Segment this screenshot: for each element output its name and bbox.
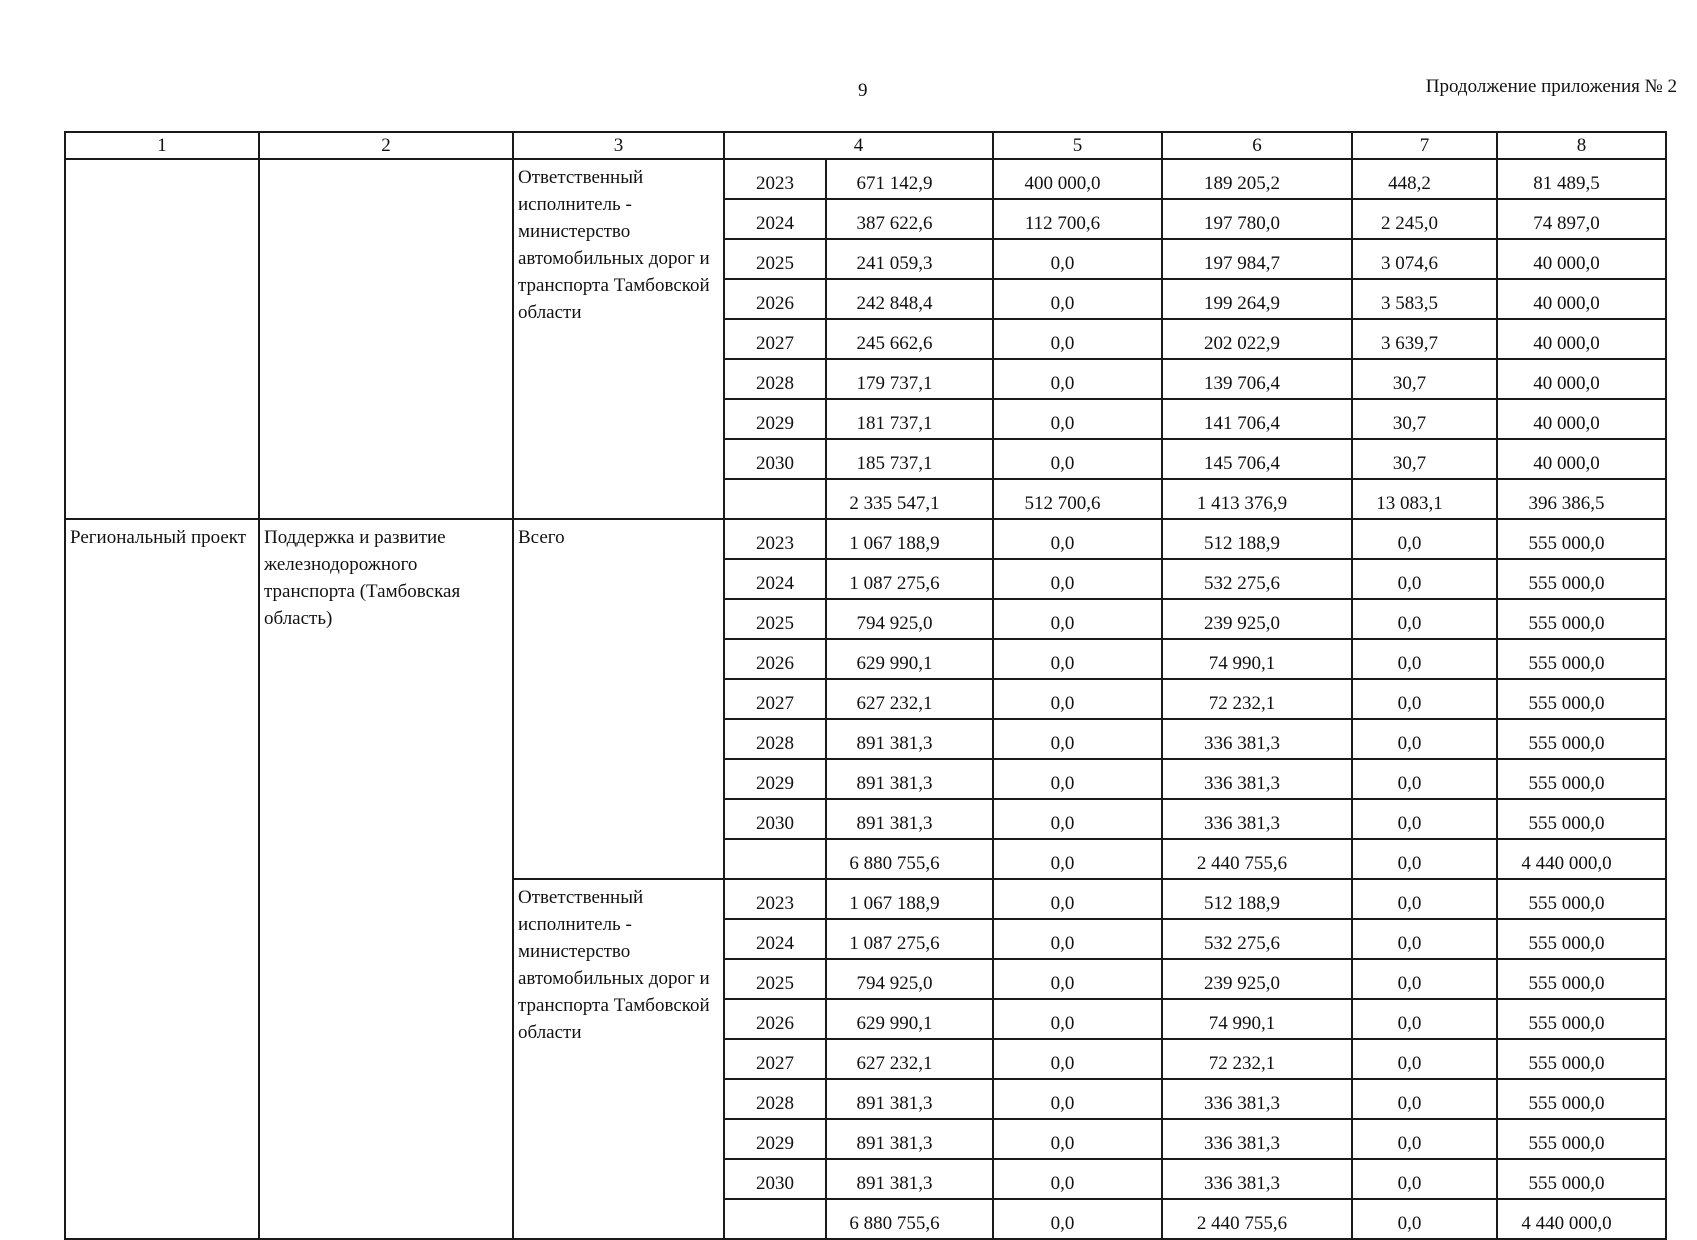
year-cell: 2028: [724, 359, 826, 399]
value-cell-col5: 0,0: [993, 559, 1162, 599]
total-cell: 671 142,9: [826, 159, 993, 199]
value-cell-col7: 0,0: [1352, 559, 1497, 599]
total-cell: 891 381,3: [826, 799, 993, 839]
value-cell-col7: 0,0: [1352, 599, 1497, 639]
value-cell-col8: 555 000,0: [1497, 639, 1666, 679]
column-header: 7: [1352, 132, 1497, 159]
project-name-cell: [259, 159, 513, 519]
value-cell-col8: 555 000,0: [1497, 799, 1666, 839]
value-cell-col8: 40 000,0: [1497, 239, 1666, 279]
section-type-cell: Региональный проект: [65, 519, 259, 1239]
value-cell-col5: 0,0: [993, 399, 1162, 439]
total-cell: 245 662,6: [826, 319, 993, 359]
total-cell: 185 737,1: [826, 439, 993, 479]
section-type-cell: [65, 159, 259, 519]
total-cell: 1 067 188,9: [826, 519, 993, 559]
total-cell: 6 880 755,6: [826, 839, 993, 879]
value-cell-col6: 202 022,9: [1162, 319, 1352, 359]
year-cell: 2029: [724, 759, 826, 799]
value-cell-col5: 0,0: [993, 239, 1162, 279]
value-cell-col7: 0,0: [1352, 1119, 1497, 1159]
column-header: 3: [513, 132, 724, 159]
value-cell-col6: 512 188,9: [1162, 879, 1352, 919]
total-cell: 179 737,1: [826, 359, 993, 399]
value-cell-col8: 555 000,0: [1497, 719, 1666, 759]
value-cell-col6: 145 706,4: [1162, 439, 1352, 479]
value-cell-col8: 555 000,0: [1497, 1119, 1666, 1159]
total-cell: 387 622,6: [826, 199, 993, 239]
year-cell: 2029: [724, 399, 826, 439]
value-cell-col8: 555 000,0: [1497, 1079, 1666, 1119]
value-cell-col5: 0,0: [993, 959, 1162, 999]
funding-source-cell: Ответственный исполнитель - министерство автомобильных дорог и транспорта Тамбовской области: [513, 159, 724, 519]
value-cell-col8: 40 000,0: [1497, 399, 1666, 439]
value-cell-col6: 239 925,0: [1162, 599, 1352, 639]
value-cell-col5: 400 000,0: [993, 159, 1162, 199]
value-cell-col8: 555 000,0: [1497, 759, 1666, 799]
total-cell: 891 381,3: [826, 1159, 993, 1199]
table-body: [65, 159, 1666, 1239]
value-cell-col6: 532 275,6: [1162, 559, 1352, 599]
column-header: 1: [65, 132, 259, 159]
value-cell-col6: 239 925,0: [1162, 959, 1352, 999]
total-cell: 794 925,0: [826, 959, 993, 999]
value-cell-col8: 555 000,0: [1497, 959, 1666, 999]
total-cell: 1 087 275,6: [826, 919, 993, 959]
value-cell-col8: 555 000,0: [1497, 1159, 1666, 1199]
value-cell-col7: 0,0: [1352, 759, 1497, 799]
year-cell: 2030: [724, 1159, 826, 1199]
year-cell: 2028: [724, 1079, 826, 1119]
value-cell-col6: 141 706,4: [1162, 399, 1352, 439]
value-cell-col5: 112 700,6: [993, 199, 1162, 239]
table-header-row: [65, 132, 1666, 159]
table-row: [65, 519, 1666, 559]
value-cell-col7: 0,0: [1352, 679, 1497, 719]
value-cell-col5: 0,0: [993, 279, 1162, 319]
funding-table: [64, 131, 1667, 1240]
year-cell: 2030: [724, 439, 826, 479]
value-cell-col5: 0,0: [993, 439, 1162, 479]
column-header: 8: [1497, 132, 1666, 159]
year-cell: 2026: [724, 279, 826, 319]
value-cell-col6: 72 232,1: [1162, 679, 1352, 719]
column-header: 6: [1162, 132, 1352, 159]
value-cell-col8: 40 000,0: [1497, 439, 1666, 479]
year-cell: 2025: [724, 959, 826, 999]
value-cell-col8: 555 000,0: [1497, 879, 1666, 919]
value-cell-col6: 74 990,1: [1162, 639, 1352, 679]
value-cell-col5: 0,0: [993, 839, 1162, 879]
value-cell-col5: 512 700,6: [993, 479, 1162, 519]
value-cell-col6: 336 381,3: [1162, 719, 1352, 759]
value-cell-col7: 0,0: [1352, 999, 1497, 1039]
value-cell-col8: 81 489,5: [1497, 159, 1666, 199]
value-cell-col7: 3 583,5: [1352, 279, 1497, 319]
value-cell-col8: 40 000,0: [1497, 279, 1666, 319]
year-cell: 2023: [724, 519, 826, 559]
year-cell: [724, 839, 826, 879]
value-cell-col7: 0,0: [1352, 519, 1497, 559]
value-cell-col5: 0,0: [993, 1079, 1162, 1119]
total-cell: 6 880 755,6: [826, 1199, 993, 1239]
total-cell: 629 990,1: [826, 639, 993, 679]
value-cell-col8: 40 000,0: [1497, 359, 1666, 399]
value-cell-col5: 0,0: [993, 359, 1162, 399]
value-cell-col7: 0,0: [1352, 799, 1497, 839]
value-cell-col5: 0,0: [993, 639, 1162, 679]
year-cell: 2024: [724, 199, 826, 239]
value-cell-col7: 13 083,1: [1352, 479, 1497, 519]
value-cell-col6: 2 440 755,6: [1162, 1199, 1352, 1239]
year-cell: 2028: [724, 719, 826, 759]
value-cell-col8: 555 000,0: [1497, 1039, 1666, 1079]
value-cell-col7: 0,0: [1352, 1079, 1497, 1119]
year-cell: 2025: [724, 599, 826, 639]
year-cell: 2027: [724, 319, 826, 359]
value-cell-col6: 336 381,3: [1162, 799, 1352, 839]
value-cell-col6: 336 381,3: [1162, 1159, 1352, 1199]
value-cell-col8: 555 000,0: [1497, 559, 1666, 599]
value-cell-col8: 4 440 000,0: [1497, 1199, 1666, 1239]
year-cell: [724, 479, 826, 519]
value-cell-col5: 0,0: [993, 1199, 1162, 1239]
page-number: 9: [858, 80, 868, 101]
column-header: 4: [724, 132, 993, 159]
value-cell-col7: 0,0: [1352, 959, 1497, 999]
value-cell-col5: 0,0: [993, 759, 1162, 799]
value-cell-col7: 30,7: [1352, 359, 1497, 399]
value-cell-col6: 197 780,0: [1162, 199, 1352, 239]
value-cell-col6: 72 232,1: [1162, 1039, 1352, 1079]
value-cell-col6: 2 440 755,6: [1162, 839, 1352, 879]
total-cell: 794 925,0: [826, 599, 993, 639]
year-cell: 2026: [724, 639, 826, 679]
value-cell-col6: 199 264,9: [1162, 279, 1352, 319]
value-cell-col7: 0,0: [1352, 1199, 1497, 1239]
year-cell: 2027: [724, 1039, 826, 1079]
year-cell: 2023: [724, 159, 826, 199]
total-cell: 242 848,4: [826, 279, 993, 319]
year-cell: [724, 1199, 826, 1239]
value-cell-col6: 336 381,3: [1162, 1119, 1352, 1159]
value-cell-col7: 0,0: [1352, 879, 1497, 919]
value-cell-col8: 74 897,0: [1497, 199, 1666, 239]
value-cell-col8: 555 000,0: [1497, 599, 1666, 639]
total-cell: 627 232,1: [826, 679, 993, 719]
table-row: [65, 159, 1666, 199]
value-cell-col7: 2 245,0: [1352, 199, 1497, 239]
year-cell: 2025: [724, 239, 826, 279]
year-cell: 2024: [724, 919, 826, 959]
value-cell-col5: 0,0: [993, 1119, 1162, 1159]
value-cell-col8: 555 000,0: [1497, 519, 1666, 559]
value-cell-col5: 0,0: [993, 519, 1162, 559]
value-cell-col7: 448,2: [1352, 159, 1497, 199]
page-caption: Продолжение приложения № 2: [1425, 76, 1677, 97]
value-cell-col5: 0,0: [993, 319, 1162, 359]
value-cell-col7: 30,7: [1352, 399, 1497, 439]
value-cell-col8: 555 000,0: [1497, 679, 1666, 719]
value-cell-col8: 4 440 000,0: [1497, 839, 1666, 879]
total-cell: 1 087 275,6: [826, 559, 993, 599]
total-cell: 181 737,1: [826, 399, 993, 439]
value-cell-col7: 3 639,7: [1352, 319, 1497, 359]
value-cell-col5: 0,0: [993, 919, 1162, 959]
value-cell-col6: 1 413 376,9: [1162, 479, 1352, 519]
funding-source-cell: Ответственный исполнитель - министерство автомобильных дорог и транспорта Тамбовской области: [513, 879, 724, 1239]
value-cell-col5: 0,0: [993, 879, 1162, 919]
total-cell: 1 067 188,9: [826, 879, 993, 919]
year-cell: 2026: [724, 999, 826, 1039]
value-cell-col5: 0,0: [993, 1159, 1162, 1199]
total-cell: 891 381,3: [826, 1119, 993, 1159]
column-header: 5: [993, 132, 1162, 159]
total-cell: 2 335 547,1: [826, 479, 993, 519]
value-cell-col6: 189 205,2: [1162, 159, 1352, 199]
value-cell-col8: 40 000,0: [1497, 319, 1666, 359]
year-cell: 2023: [724, 879, 826, 919]
value-cell-col7: 0,0: [1352, 719, 1497, 759]
year-cell: 2024: [724, 559, 826, 599]
value-cell-col5: 0,0: [993, 999, 1162, 1039]
value-cell-col8: 555 000,0: [1497, 919, 1666, 959]
value-cell-col6: 74 990,1: [1162, 999, 1352, 1039]
value-cell-col6: 139 706,4: [1162, 359, 1352, 399]
total-cell: 241 059,3: [826, 239, 993, 279]
value-cell-col7: 0,0: [1352, 1159, 1497, 1199]
value-cell-col8: 555 000,0: [1497, 999, 1666, 1039]
value-cell-col6: 197 984,7: [1162, 239, 1352, 279]
year-cell: 2027: [724, 679, 826, 719]
total-cell: 891 381,3: [826, 759, 993, 799]
value-cell-col8: 396 386,5: [1497, 479, 1666, 519]
value-cell-col5: 0,0: [993, 799, 1162, 839]
value-cell-col6: 532 275,6: [1162, 919, 1352, 959]
year-cell: 2030: [724, 799, 826, 839]
value-cell-col7: 0,0: [1352, 1039, 1497, 1079]
total-cell: 629 990,1: [826, 999, 993, 1039]
value-cell-col5: 0,0: [993, 1039, 1162, 1079]
value-cell-col6: 336 381,3: [1162, 1079, 1352, 1119]
value-cell-col6: 512 188,9: [1162, 519, 1352, 559]
value-cell-col5: 0,0: [993, 679, 1162, 719]
value-cell-col7: 0,0: [1352, 839, 1497, 879]
value-cell-col7: 30,7: [1352, 439, 1497, 479]
total-cell: 891 381,3: [826, 1079, 993, 1119]
value-cell-col7: 0,0: [1352, 919, 1497, 959]
value-cell-col5: 0,0: [993, 719, 1162, 759]
total-cell: 627 232,1: [826, 1039, 993, 1079]
column-header: 2: [259, 132, 513, 159]
value-cell-col5: 0,0: [993, 599, 1162, 639]
project-name-cell: Поддержка и развитие железнодорожного транспорта (Тамбовская область): [259, 519, 513, 1239]
total-cell: 891 381,3: [826, 719, 993, 759]
year-cell: 2029: [724, 1119, 826, 1159]
value-cell-col7: 3 074,6: [1352, 239, 1497, 279]
value-cell-col6: 336 381,3: [1162, 759, 1352, 799]
value-cell-col7: 0,0: [1352, 639, 1497, 679]
funding-source-cell: Всего: [513, 519, 724, 879]
